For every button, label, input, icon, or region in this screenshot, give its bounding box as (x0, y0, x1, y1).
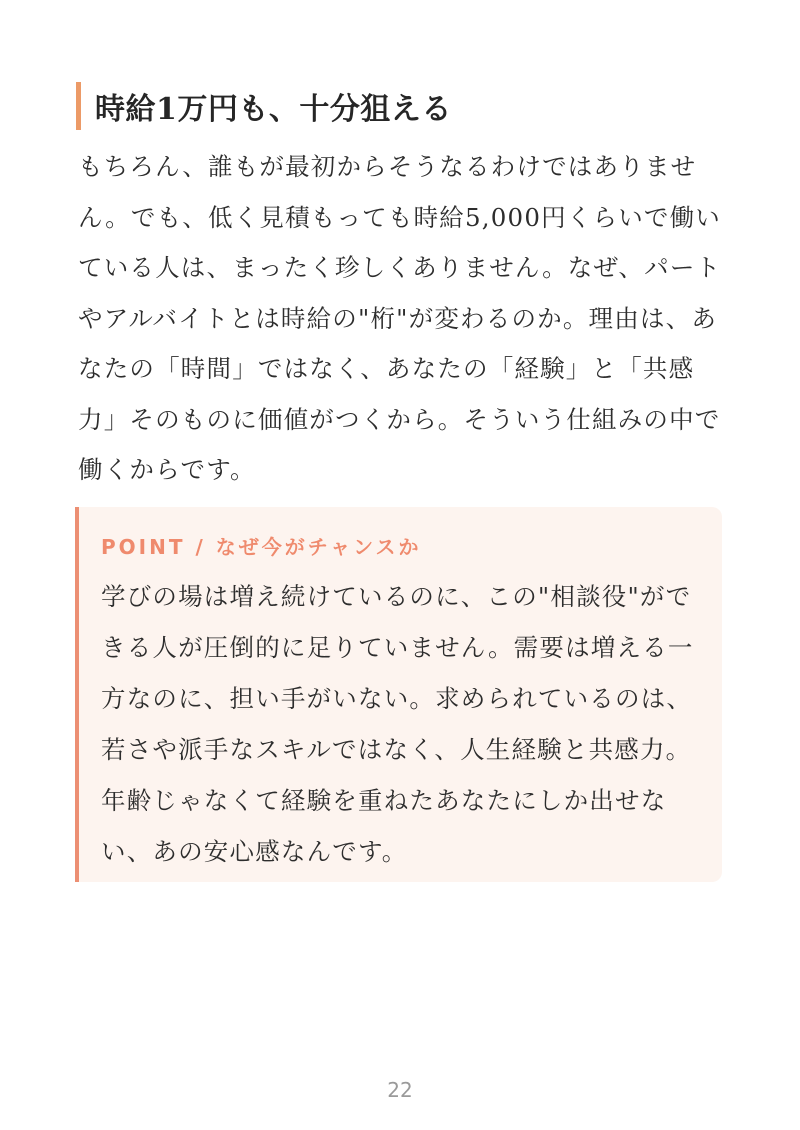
section-heading-text: 時給1万円も、十分狙える (95, 92, 452, 127)
point-line: 若さや派手なスキルではなく、人生経験と共感力。 (101, 735, 692, 764)
point-line: 方なのに、担い手がいない。求められているのは、 (101, 684, 693, 713)
section-heading (76, 82, 716, 130)
point-label: POINT / なぜ今がチャンスか (101, 535, 422, 559)
page-number: 22 (387, 1078, 413, 1102)
body-line: 力」そのものに価値がつくから。そういう仕組みの中で (78, 404, 721, 434)
body-line: やアルバイトとは時給の"桁"が変わるのか。理由は、あ (78, 303, 718, 333)
body-line: 働くからです。 (78, 455, 256, 484)
point-line: きる人が圧倒的に足りていません。需要は増える一 (101, 633, 694, 662)
body-paragraph (78, 142, 722, 496)
body-line: なたの「時間」ではなく、あなたの「経験」と「共感 (78, 354, 695, 383)
point-line: 年齢じゃなくて経験を重ねたあなたにしか出せな (101, 786, 667, 815)
point-line: 学びの場は増え続けているのに、この"相談役"がで (101, 582, 692, 611)
body-line: ん。でも、低く見積もっても時給5,000円くらいで働い (78, 202, 722, 232)
point-callout (75, 507, 722, 882)
point-paragraph (101, 571, 701, 877)
body-line: ている人は、まったく珍しくありません。なぜ、パート (78, 253, 722, 282)
body-line: もちろん、誰もが最初からそうなるわけではありませ (78, 152, 697, 181)
point-line: い、あの安心感なんです。 (101, 837, 408, 866)
